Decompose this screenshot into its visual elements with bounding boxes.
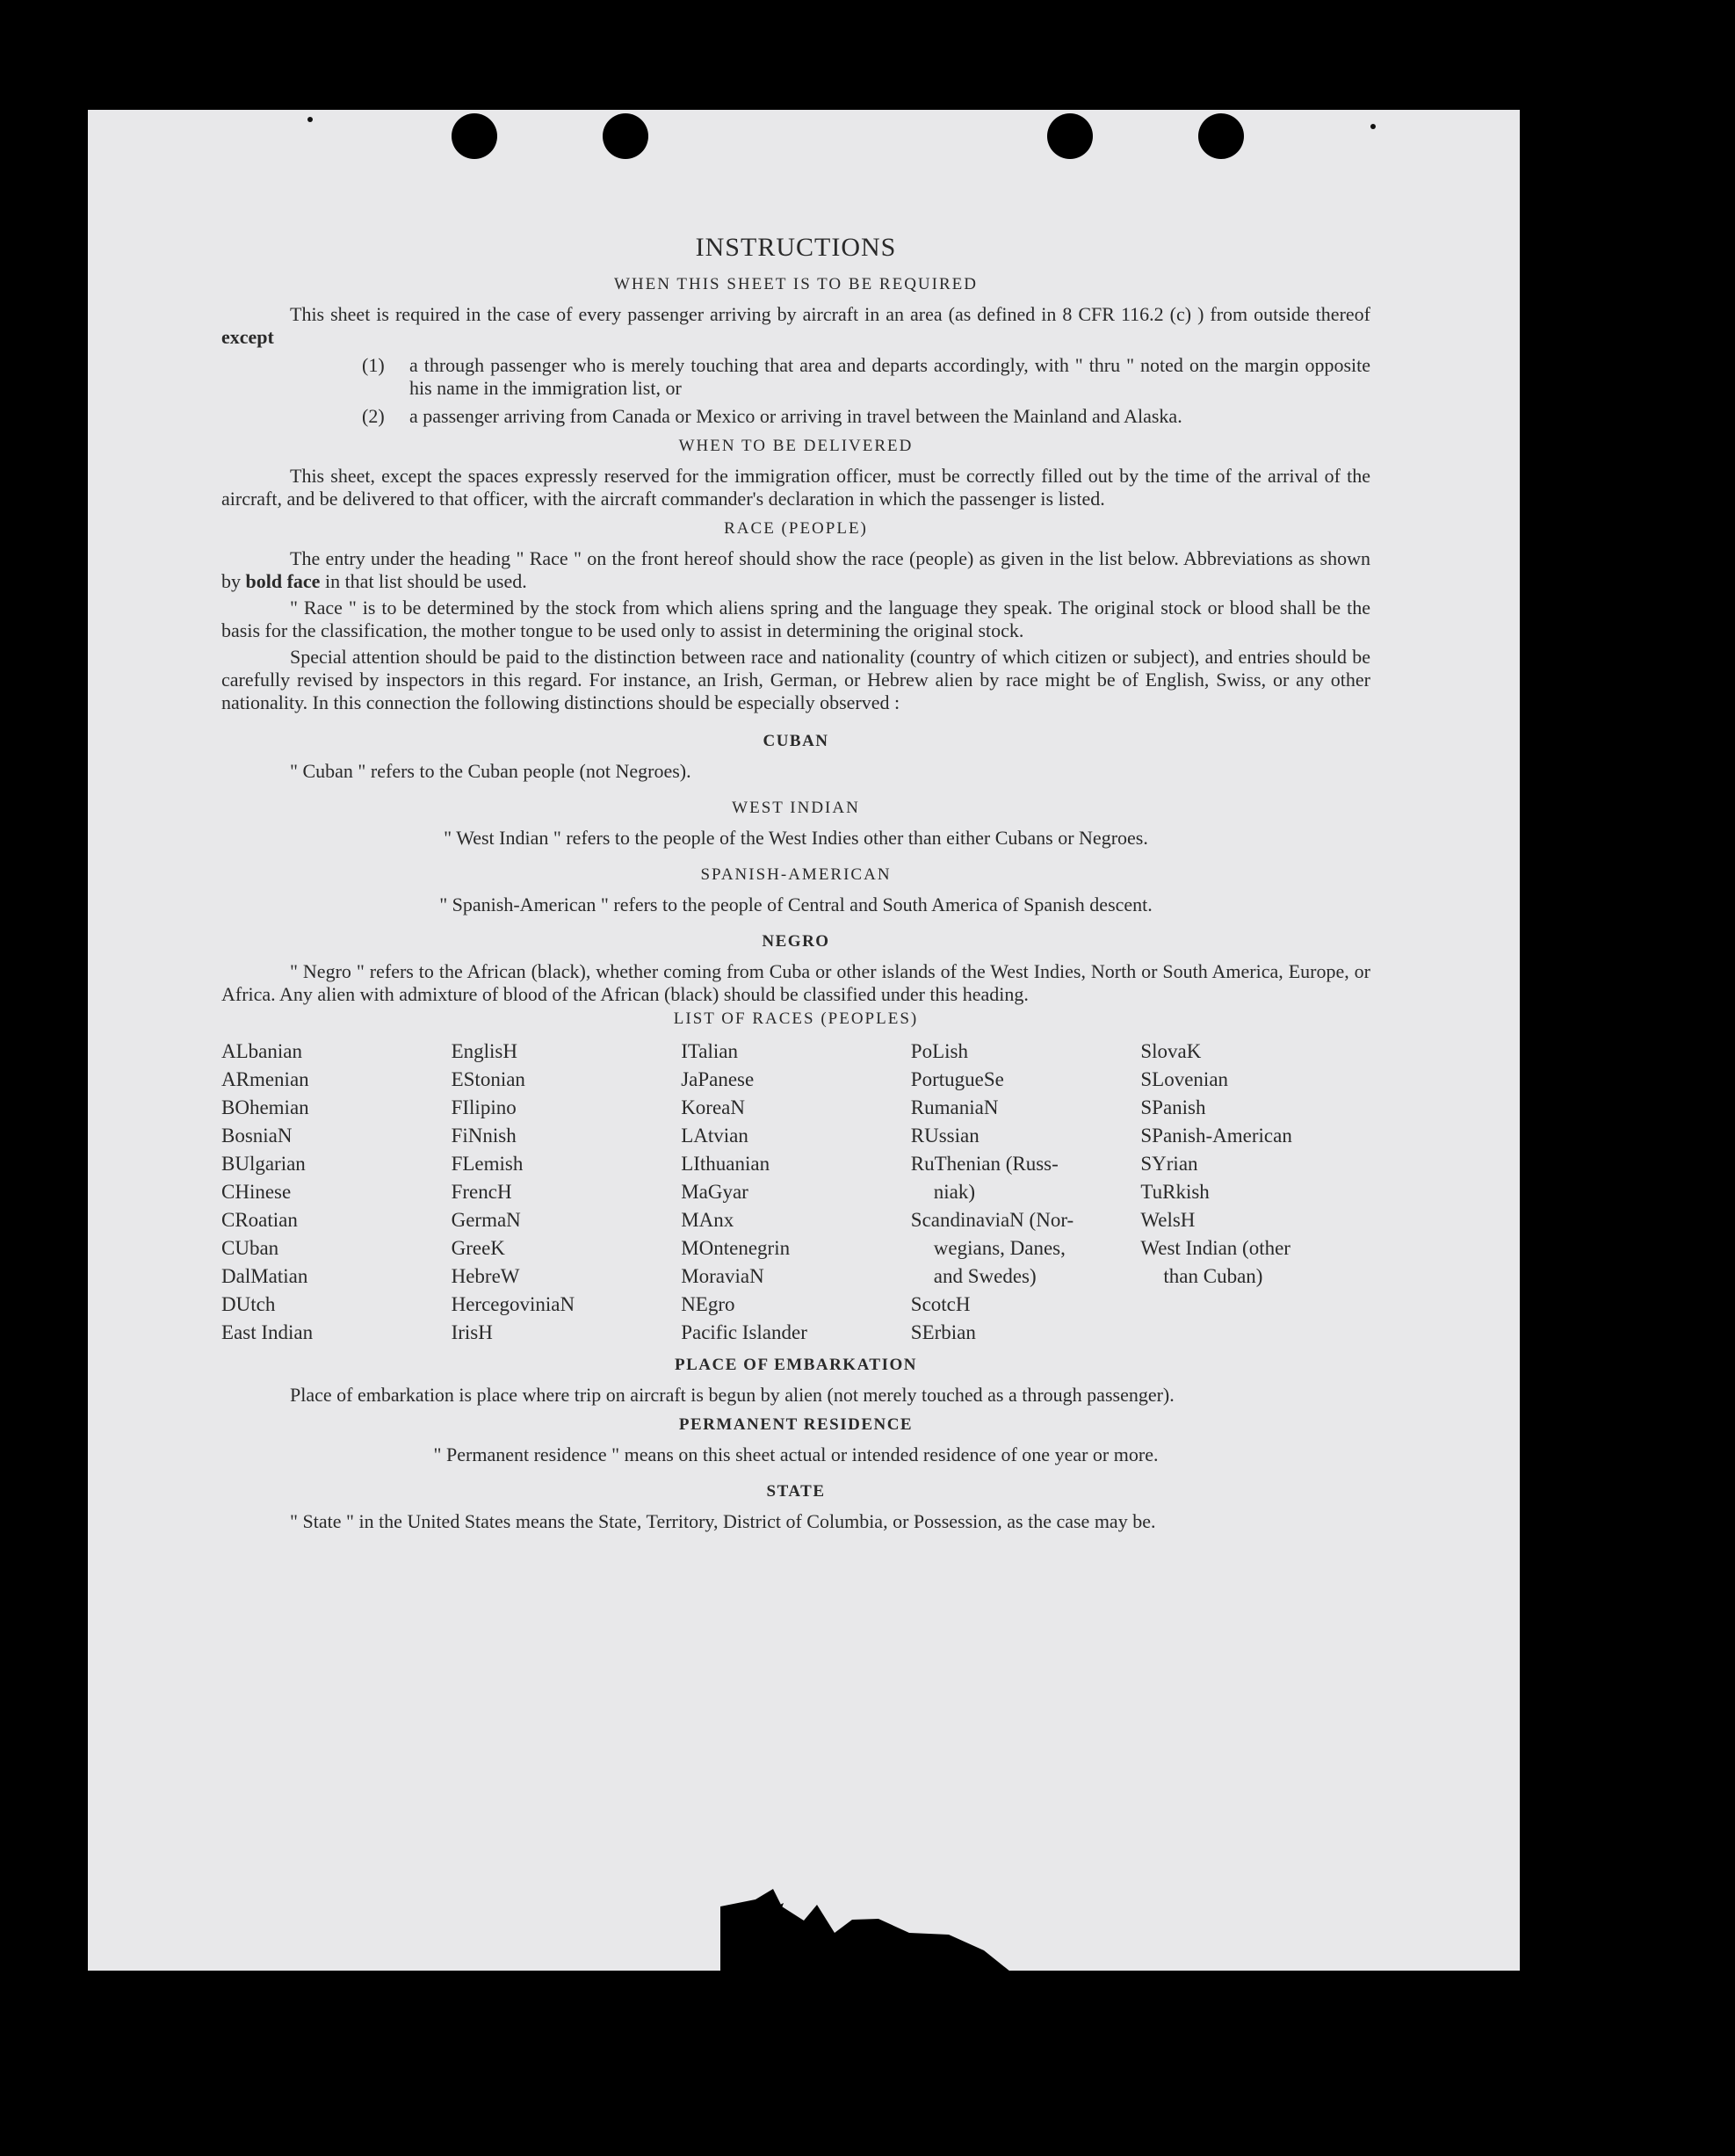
embarkation-paragraph: Place of embarkation is place where trip on aircraft is begun by alien (not merely touched as a through passenger). (290, 1384, 1175, 1406)
race-item-continuation: wegians, Danes, (933, 1237, 1066, 1259)
race-item: SPanish (1140, 1096, 1206, 1118)
race-item: LAtvian (681, 1125, 748, 1147)
races-column (221, 1038, 452, 1347)
races-column (452, 1038, 682, 1347)
negro-paragraph: " Negro " refers to the African (black), whether coming from Cuba or other islands of the West Indies, North or South America, Europe, or Africa. Any alien with admixture of blood of the African (black) should be classified under this heading. (221, 960, 1370, 1005)
punch-hole (603, 113, 648, 159)
race-item: PoLish (910, 1040, 968, 1062)
exception-item: (1) a through passenger who is merely touching that area and departs accordingly, with " thru " noted on the margin opposite his name in the immigration list, or (362, 354, 1370, 399)
spanish-american-text: " Spanish-American " refers to the people of Central and South America of Spanish descent. (439, 894, 1153, 915)
race-item: West Indian (other (1140, 1237, 1290, 1259)
race-item: HercegoviniaN (451, 1293, 575, 1315)
exception-item: (2) a passenger arriving from Canada or Mexico or arriving in travel between the Mainland and Alaska. (362, 405, 1182, 427)
section-heading: CUBAN (763, 732, 829, 750)
race-item: LIthuanian (681, 1153, 770, 1175)
race-paragraph: The entry under the heading " Race " on the front hereof should show the race (people) as given in the list below. Abbreviations as shown by bold face in that list should be used. (221, 547, 1370, 592)
race-item: Pacific Islander (681, 1321, 807, 1343)
speck (1370, 124, 1376, 129)
race-item: MOntenegrin (681, 1237, 791, 1259)
race-item: FLemish (451, 1153, 524, 1175)
race-item: SErbian (910, 1321, 976, 1343)
races-column (911, 1038, 1141, 1347)
race-item: RumaniaN (910, 1096, 999, 1118)
race-item: MaGyar (681, 1181, 748, 1203)
race-item: FiNnish (451, 1125, 517, 1147)
race-item: SLovenian (1140, 1068, 1229, 1090)
race-item: SYrian (1140, 1153, 1198, 1175)
section-heading: WHEN TO BE DELIVERED (678, 437, 914, 455)
race-item: DalMatian (221, 1265, 308, 1287)
section-heading: STATE (766, 1482, 826, 1501)
section-heading: WEST INDIAN (732, 799, 860, 817)
punch-hole (1047, 113, 1093, 159)
race-item: IrisH (451, 1321, 493, 1343)
west-indian-text: " West Indian " refers to the people of the West Indies other than either Cubans or Negroes. (444, 827, 1148, 849)
race-item: CRoatian (221, 1209, 298, 1231)
race-item: MAnx (681, 1209, 734, 1231)
cuban-text: " Cuban " refers to the Cuban people (not Negroes). (290, 760, 691, 782)
race-item: CHinese (221, 1181, 292, 1203)
page-title: INSTRUCTIONS (695, 233, 897, 262)
race-item: BUlgarian (221, 1153, 306, 1175)
race-item: WelsH (1140, 1209, 1196, 1231)
race-paragraph: Special attention should be paid to the distinction between race and nationality (country of which citizen or subject), and entries should be carefully revised by inspectors in this regard. For instance, an Irish, German, or Hebrew alien by race might be of English, Swiss, or any other nationality. In this connection the following distinctions should be especially observed : (221, 646, 1370, 713)
race-item: FIlipino (451, 1096, 517, 1118)
race-item: GreeK (451, 1237, 505, 1259)
races-list (221, 1038, 1370, 1347)
torn-edge (720, 1889, 1010, 1977)
section-heading: PERMANENT RESIDENCE (678, 1415, 914, 1434)
races-column (1140, 1038, 1370, 1347)
section-heading: LIST OF RACES (PEOPLES) (673, 1009, 919, 1028)
race-item: RuThenian (Russ- (910, 1153, 1059, 1175)
section-heading: PLACE OF EMBARKATION (675, 1356, 917, 1374)
section-heading: SPANISH-AMERICAN (700, 865, 892, 884)
race-item: CUban (221, 1237, 279, 1259)
race-item: SlovaK (1140, 1040, 1202, 1062)
race-item: PortugueSe (910, 1068, 1004, 1090)
race-item: EStonian (451, 1068, 525, 1090)
punch-hole (452, 113, 497, 159)
race-item: BOhemian (221, 1096, 309, 1118)
race-item: ALbanian (221, 1040, 302, 1062)
race-paragraph: " Race " is to be determined by the stock from which aliens spring and the language they speak. The original stock or blood shall be the basis for the classification, the mother tongue to be used only to assist in determining the original stock. (221, 597, 1370, 641)
race-item: ScotcH (910, 1293, 971, 1315)
race-item: SPanish-American (1140, 1125, 1292, 1147)
race-item: GermaN (451, 1209, 521, 1231)
race-item-continuation: and Swedes) (933, 1265, 1037, 1287)
race-item: NEgro (681, 1293, 735, 1315)
race-item: ITalian (681, 1040, 738, 1062)
section-heading: NEGRO (762, 932, 830, 951)
race-item: KoreaN (681, 1096, 745, 1118)
race-item: DUtch (221, 1293, 276, 1315)
race-item: JaPanese (681, 1068, 755, 1090)
section-heading: RACE (PEOPLE) (724, 519, 868, 538)
race-item-continuation: niak) (933, 1181, 976, 1203)
race-item: HebreW (451, 1265, 520, 1287)
delivered-paragraph: This sheet, except the spaces expressly reserved for the immigration officer, must be correctly filled out by the time of the arrival of the aircraft, and be delivered to that officer, with the aircraft commander's declaration in which the passenger is listed. (221, 465, 1370, 510)
race-item: ScandinaviaN (Nor- (910, 1209, 1074, 1231)
residence-text: " Permanent residence " means on this sheet actual or intended residence of one year or more. (433, 1443, 1159, 1465)
speck (307, 117, 313, 122)
punch-hole (1198, 113, 1244, 159)
race-item: RUssian (910, 1125, 980, 1147)
required-paragraph: This sheet is required in the case of every passenger arriving by aircraft in an area (as defined in 8 CFR 116.2 (c) ) from outside thereof except (221, 303, 1370, 348)
race-item: TuRkish (1140, 1181, 1210, 1203)
section-heading: WHEN THIS SHEET IS TO BE REQUIRED (614, 275, 978, 293)
state-paragraph: " State " in the United States means the State, Territory, District of Columbia, or Possession, as the case may be. (290, 1510, 1156, 1532)
race-item: East Indian (221, 1321, 314, 1343)
race-item: ARmenian (221, 1068, 309, 1090)
race-item: MoraviaN (681, 1265, 764, 1287)
races-column (681, 1038, 911, 1347)
race-item: EnglisH (451, 1040, 517, 1062)
race-item-continuation: than Cuban) (1163, 1265, 1263, 1287)
race-item: BosniaN (221, 1125, 293, 1147)
instructions-text (221, 233, 1370, 1533)
race-item: FrencH (451, 1181, 512, 1203)
